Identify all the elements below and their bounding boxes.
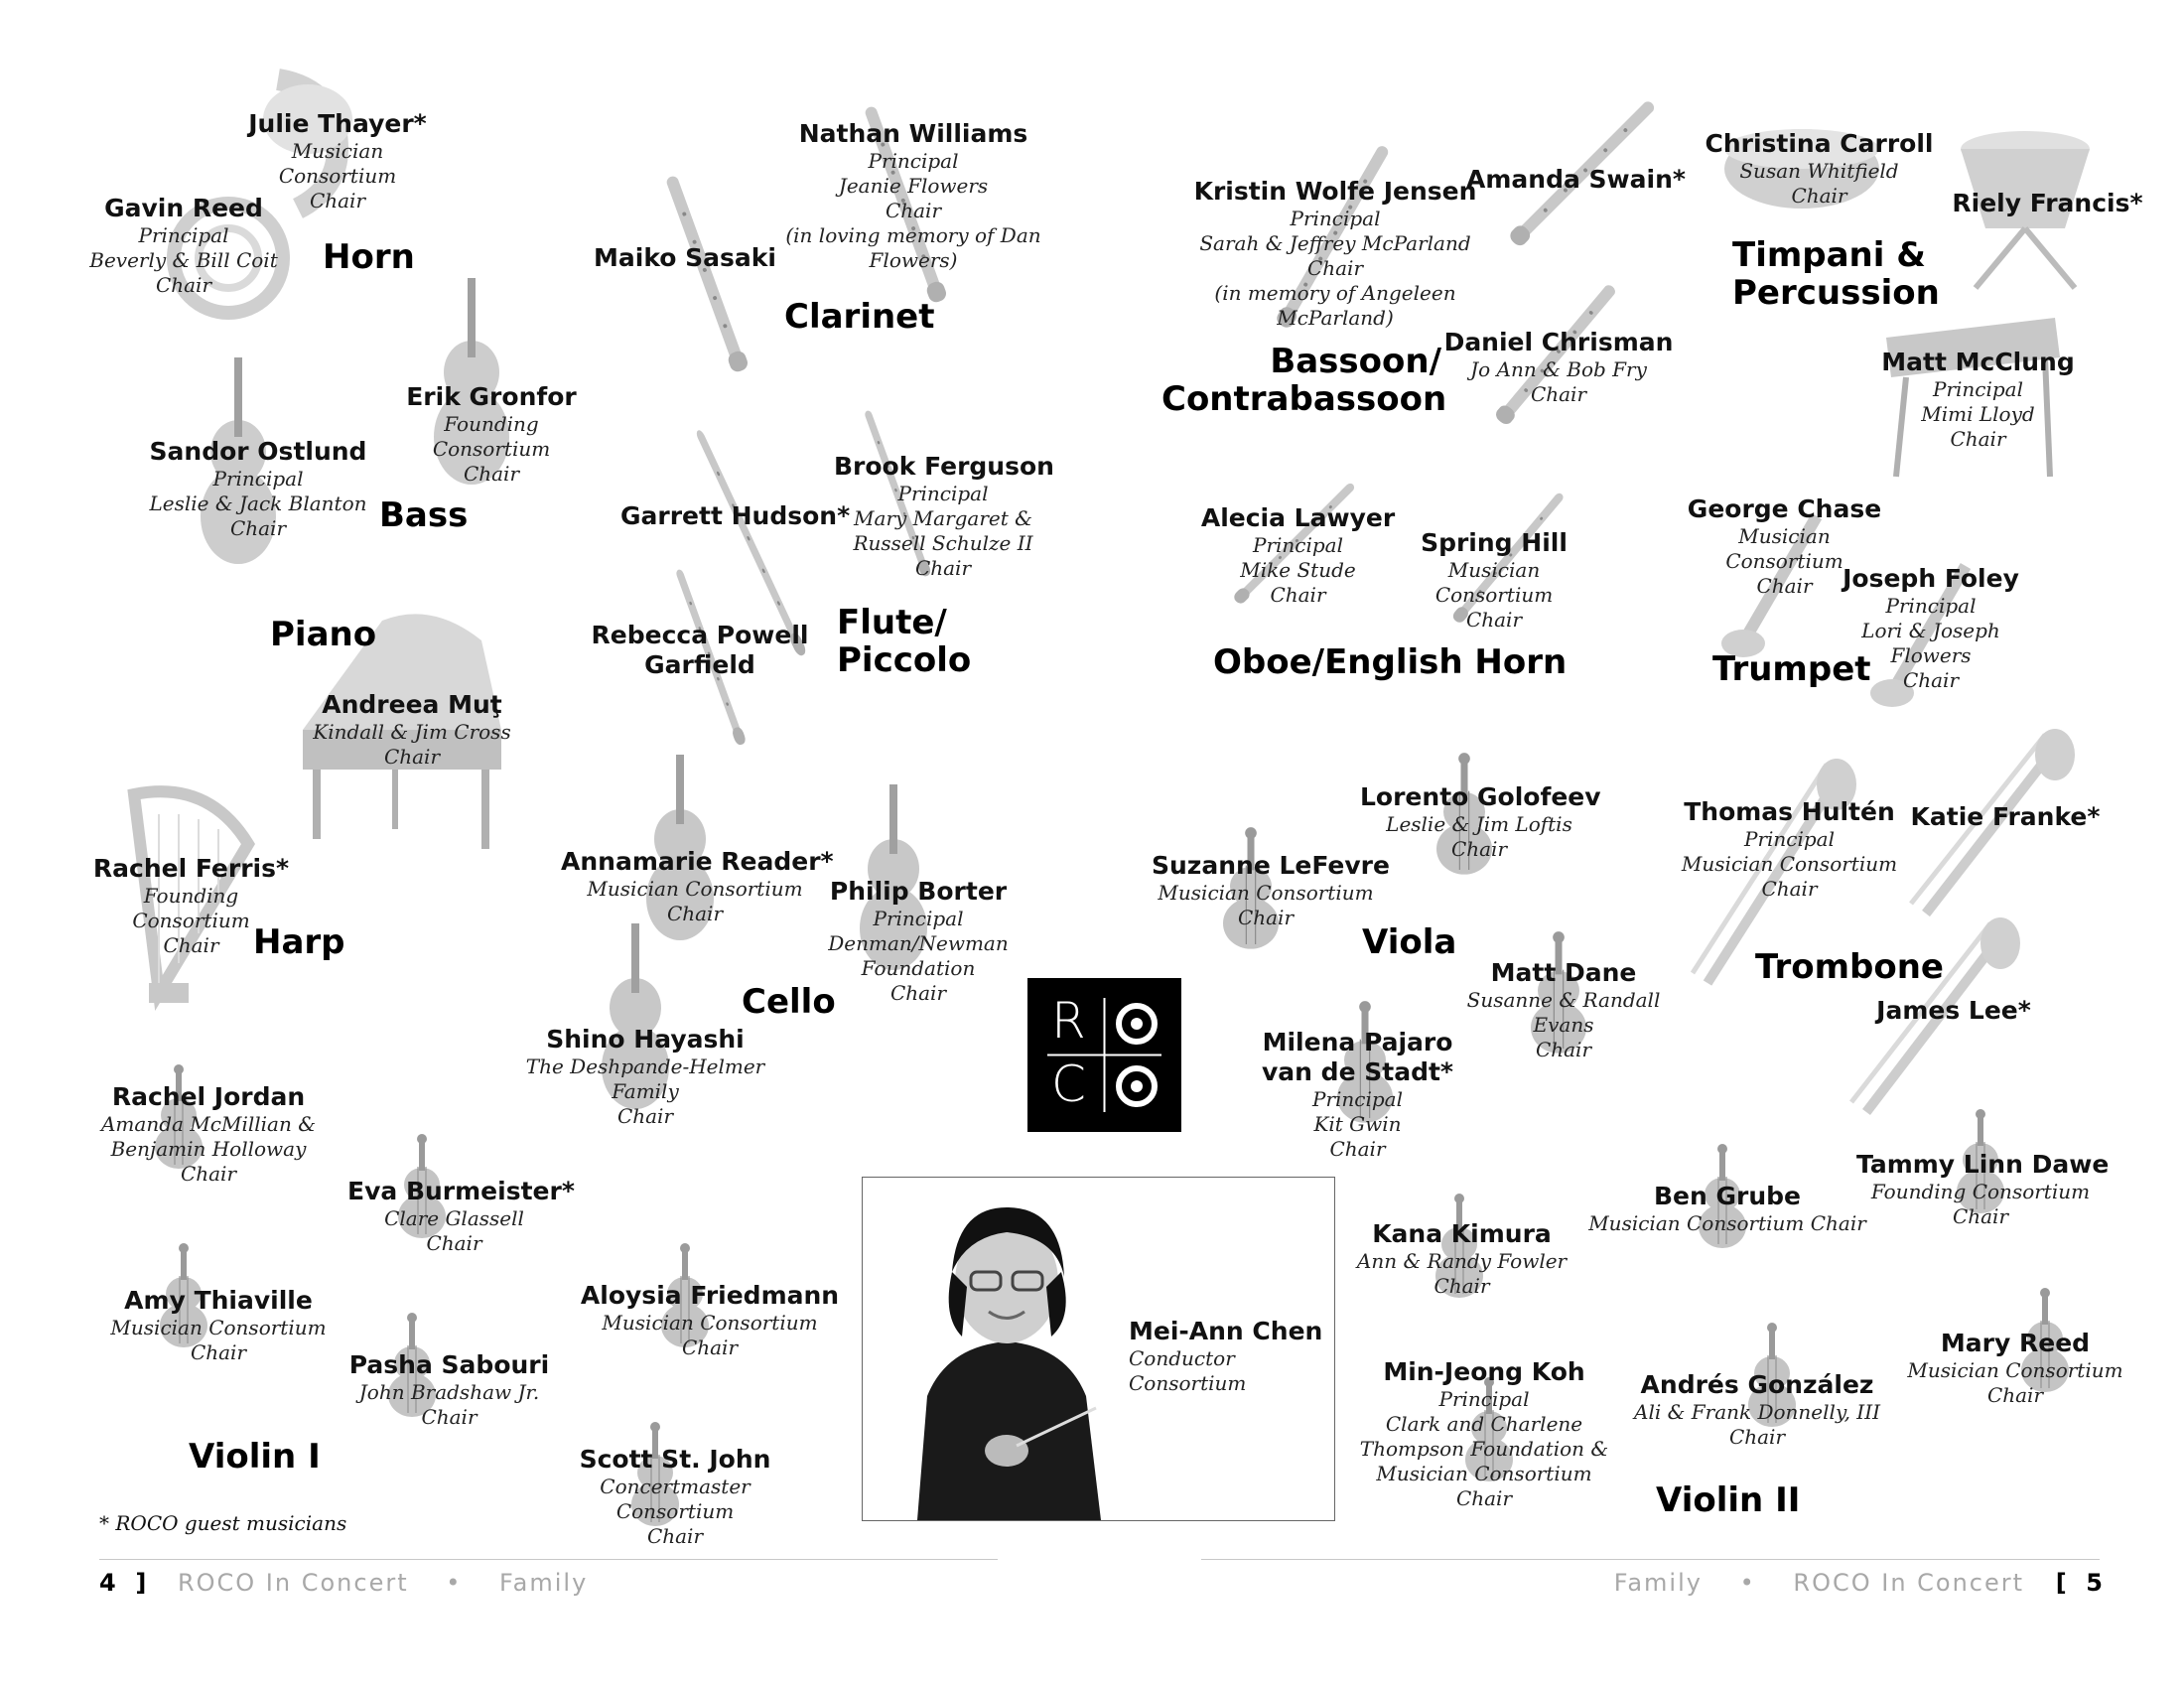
musician-matt-mcclung [1881, 348, 2075, 452]
musician-sandor-ostlund [149, 437, 367, 541]
footer-section: Family [1613, 1569, 1703, 1597]
musician-title: Kindall & Jim Cross Chair [313, 720, 511, 769]
footer-bullet: • [446, 1569, 463, 1597]
musician-pasha-sabouri [342, 1350, 556, 1430]
musician-name: Andrés González [1640, 1370, 1874, 1399]
musician-name: Kristin Wolfe Jensen [1193, 177, 1477, 206]
musician-matt-dane [1444, 958, 1683, 1062]
musician-title: Principal Jeanie Flowers Chair (in loving memory of Dan Flowers) [785, 149, 1041, 272]
musician-alecia-lawyer [1191, 503, 1405, 608]
section-oboe-english-horn: Oboe/English Horn [1213, 642, 1568, 682]
musician-name: Rachel Ferris* [92, 854, 290, 883]
conductor-caption [1129, 1317, 1322, 1396]
musician-erik-gronfor [387, 382, 596, 487]
musician-title: Founding Consortium Chair [1870, 1180, 2091, 1228]
musician-name: Riely Francis* [1952, 189, 2143, 217]
musician-name: Erik Gronfor [406, 382, 577, 411]
musician-james-lee [1864, 996, 2043, 1026]
section-harp: Harp [253, 922, 345, 962]
musician-riely-francis [1946, 189, 2149, 218]
logo-letter: C [1051, 1055, 1086, 1113]
musician-name: Scott St. John [579, 1445, 771, 1474]
musician-suzanne-lefevre [1152, 851, 1390, 930]
musician-title: The Deshpande-Helmer Family Chair [525, 1055, 765, 1128]
musician-name: Thomas Hultén [1684, 797, 1895, 826]
footer-right [1614, 1569, 2103, 1597]
musician-title: Musician Consortium Chair [1907, 1358, 2123, 1407]
musician-spring-hill [1390, 528, 1598, 633]
musician-title: John Bradshaw Jr. Chair [358, 1380, 540, 1429]
musician-brook-ferguson [834, 452, 1052, 581]
musician-title: Principal Mary Margaret & Russell Schulze II Chair [853, 482, 1033, 580]
musician-name: Lorento Golofeev [1360, 782, 1601, 811]
musician-eva-burmeister [347, 1177, 575, 1256]
musician-title: Principal Beverly & Bill Coit Chair [89, 223, 278, 297]
footer-publication: ROCO In Concert [177, 1569, 409, 1597]
footer-publication: ROCO In Concert [1793, 1569, 2025, 1597]
musician-mary-reed [1906, 1329, 2124, 1408]
musician-name: Maiko Sasaki [594, 243, 776, 272]
musician-name: Ben Grube [1653, 1182, 1801, 1210]
musician-nathan-williams [784, 119, 1042, 273]
section-violin-1: Violin I [189, 1437, 321, 1477]
musician-kristin-wolfe-jensen [1157, 177, 1514, 331]
section-violin-2: Violin II [1656, 1480, 1801, 1520]
musician-name: Tammy Linn Dawe [1856, 1150, 2110, 1179]
musician-milena-pajaro-van-de-stadt [1251, 1028, 1464, 1162]
section-cello: Cello [742, 982, 836, 1022]
musician-title: Founding Consortium Chair [432, 412, 551, 486]
musician-title: Principal Mike Stude Chair [1240, 533, 1356, 607]
conductor-portrait-icon [897, 1178, 1116, 1520]
roco-logo [1027, 978, 1181, 1132]
page-number-right: 5 [2086, 1569, 2103, 1597]
section-bassoon-contrabassoon: Bassoon/ Contrabassoon [1161, 342, 1447, 419]
musician-name: Aloysia Friedmann [580, 1281, 840, 1310]
musician-title: Founding Consortium Chair [132, 884, 250, 957]
musician-title: Musician Consortium Chair [278, 139, 397, 212]
musician-title: Principal Clark and Charlene Thompson Foundation & Musician Consortium Chair [1359, 1387, 1609, 1510]
musician-name: Nathan Williams [798, 119, 1028, 148]
musician-scott-st-john [541, 1445, 809, 1549]
musician-title: Principal Sarah & Jeffrey McParland Chair (in memory of Angeleen McParland) [1199, 207, 1471, 330]
musician-name: Christina Carroll [1705, 129, 1934, 158]
musician-title: Musician Consortium Chair [1434, 558, 1554, 632]
musician-title: Susanne & Randall Evans Chair [1466, 988, 1661, 1061]
footer-bracket: [ [2055, 1569, 2067, 1597]
musician-name: Suzanne LeFevre [1152, 851, 1390, 880]
musician-ben-grube [1588, 1182, 1866, 1236]
section-trombone: Trombone [1755, 947, 1944, 987]
musician-name: Garrett Hudson* [620, 501, 851, 530]
musician-name: Philip Borter [829, 877, 1008, 906]
musician-name: Matt Dane [1490, 958, 1637, 987]
footer-section: Family [499, 1569, 589, 1597]
section-timpani-percussion: Timpani & Percussion [1732, 235, 1940, 313]
musician-title: Musician Consortium Chair [587, 877, 803, 925]
conductor-photo-frame [862, 1177, 1335, 1521]
musician-name: Mary Reed [1940, 1329, 2091, 1357]
musician-title: Principal Kit Gwin Chair [1311, 1087, 1403, 1161]
musician-christina-carroll [1703, 129, 1936, 209]
footer-left [99, 1569, 588, 1597]
section-bass: Bass [379, 495, 469, 535]
footer-bracket: ] [135, 1569, 147, 1597]
section-horn: Horn [323, 237, 415, 277]
conductor-title: Conductor Consortium [1129, 1346, 1247, 1395]
musician-lorento-golofeev [1360, 782, 1601, 862]
musician-tammy-linn-dawe [1856, 1150, 2110, 1229]
clarinet-icon [635, 169, 754, 427]
musician-title: Musician Consortium Chair [1725, 524, 1843, 598]
section-clarinet: Clarinet [784, 297, 935, 337]
musician-name: Annamarie Reader* [561, 847, 834, 876]
musician-name: Rachel Jordan [111, 1082, 306, 1111]
musician-title: Susan Whitfield Chair [1739, 159, 1899, 208]
musician-title: Ali & Frank Donnelly, III Chair [1634, 1400, 1880, 1449]
musician-title: Jo Ann & Bob Fry Chair [1470, 357, 1647, 406]
musician-name: Rebecca Powell Garfield [591, 621, 809, 679]
musician-title: Principal Lori & Joseph Flowers Chair [1861, 594, 2000, 692]
musician-title: Musician Consortium Chair [1158, 881, 1374, 929]
guest-musicians-note: * ROCO guest musicians [99, 1511, 347, 1535]
musician-name: Spring Hill [1421, 528, 1568, 557]
musician-rebecca-powell-garfield [591, 621, 809, 680]
musician-title: Principal Mimi Lloyd Chair [1921, 377, 2035, 451]
musician-title: Concertmaster Consortium Chair [600, 1475, 751, 1548]
footer-bullet: • [1739, 1569, 1756, 1597]
musician-name: George Chase [1687, 494, 1882, 523]
musician-aloysia-friedmann [576, 1281, 844, 1360]
musician-name: Brook Ferguson [834, 452, 1054, 481]
musician-maiko-sasaki [591, 243, 779, 273]
musician-andres-gonzalez [1628, 1370, 1886, 1450]
musician-title: Ann & Randy Fowler Chair [1356, 1249, 1568, 1298]
section-viola: Viola [1362, 922, 1457, 962]
musician-title: Amanda McMillian & Benjamin Holloway Chair [100, 1112, 316, 1186]
musician-kana-kimura [1355, 1219, 1569, 1299]
page-number-left: 4 [99, 1569, 116, 1597]
musician-name: Gavin Reed [104, 194, 263, 222]
conductor-name: Mei-Ann Chen [1129, 1317, 1323, 1345]
musician-name: Eva Burmeister* [347, 1177, 575, 1205]
musician-title: Principal Musician Consortium Chair [1681, 827, 1898, 901]
musician-gavin-reed [65, 194, 303, 298]
musician-title: Musician Consortium Chair [110, 1316, 327, 1364]
musician-amanda-swain [1464, 165, 1688, 195]
section-trumpet: Trumpet [1712, 649, 1871, 689]
musician-min-jeong-koh [1355, 1357, 1613, 1511]
logo-letter: R [1051, 992, 1086, 1050]
musician-name: Amy Thiaville [124, 1286, 313, 1315]
musician-title: Clare Glassell Chair [384, 1206, 524, 1255]
musician-name: James Lee* [1876, 996, 2031, 1025]
musician-name: Alecia Lawyer [1200, 503, 1396, 532]
musician-name: Amanda Swain* [1466, 165, 1686, 194]
musician-name: Julie Thayer* [248, 109, 427, 138]
musician-name: Joseph Foley [1843, 564, 2019, 593]
musician-name: Andreea Muţ [322, 690, 502, 719]
musician-name: Pasha Sabouri [348, 1350, 550, 1379]
musician-katie-franke [1906, 802, 2105, 832]
musician-title: Musician Consortium Chair [1588, 1211, 1866, 1235]
musician-name: Katie Franke* [1910, 802, 2101, 831]
musician-title: Principal Denman/Newman Foundation Chair [828, 907, 1009, 1005]
musician-name: Kana Kimura [1372, 1219, 1552, 1248]
musician-amy-thiaville [109, 1286, 328, 1365]
musician-thomas-hulten [1678, 797, 1901, 902]
musician-andreea-mut [313, 690, 511, 770]
footer-rule-left [99, 1559, 998, 1560]
musician-title: Leslie & Jim Loftis Chair [1386, 812, 1572, 861]
musician-title: Principal Leslie & Jack Blanton Chair [149, 467, 367, 540]
musician-name: Shino Hayashi [546, 1025, 745, 1054]
musician-shino-hayashi [491, 1025, 799, 1129]
section-flute-piccolo: Flute/ Piccolo [837, 603, 972, 680]
musician-name: Min-Jeong Koh [1383, 1357, 1585, 1386]
musician-daniel-chrisman [1439, 328, 1678, 407]
musician-name: Sandor Ostlund [149, 437, 367, 466]
musician-garrett-hudson [620, 501, 849, 531]
footer-rule-right [1201, 1559, 2100, 1560]
musician-name: Daniel Chrisman [1443, 328, 1674, 356]
musician-rachel-jordan [99, 1082, 318, 1187]
musician-name: Matt McClung [1881, 348, 2075, 376]
musician-title: Musician Consortium Chair [602, 1311, 818, 1359]
musician-name: Milena Pajaro van de Stadt* [1262, 1028, 1453, 1086]
section-piano: Piano [270, 615, 377, 654]
